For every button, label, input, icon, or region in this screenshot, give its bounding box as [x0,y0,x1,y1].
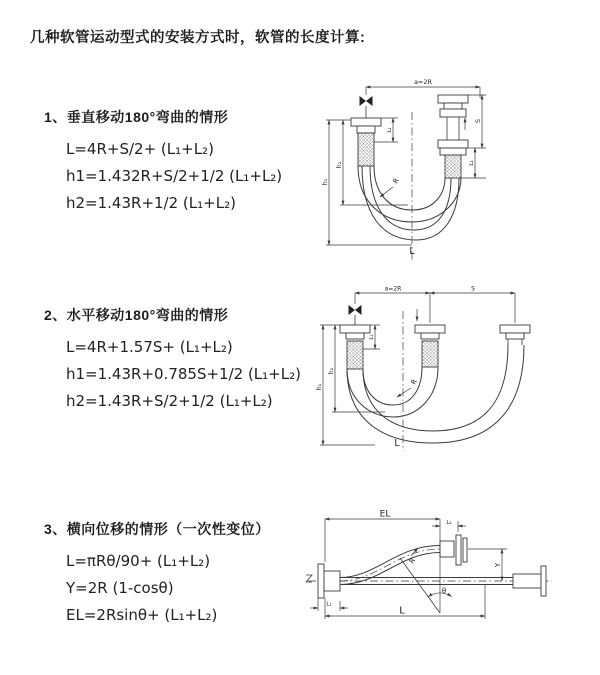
page-title: 几种软管运动型式的安装方式时，软管的长度计算: [30,30,366,46]
dimension-s [468,95,486,148]
radius-callout [380,177,401,197]
formula-length: L=4R+S/2+ (L₁+L₂) [66,140,214,158]
diagram-vertical-180-bend [318,70,588,270]
label-l: L [399,605,405,617]
label-l2: L₂ [446,520,452,526]
formula-y: Y=2R (1-cosθ) [66,579,174,597]
radius-callout [397,378,419,397]
formula-h1: h1=1.432R+S/2+1/2 (L₁+L₂) [66,167,283,185]
bend-angle-construction [400,558,452,613]
section-1-heading: 1、垂直移动180°弯曲的情形 [44,109,229,125]
dimension-el [325,510,440,614]
raised-flange [440,535,467,565]
label-y: Y [494,562,502,568]
section-lateral-displacement [44,519,270,629]
dimension-l1 [310,598,348,611]
label-theta: θ [441,587,447,595]
label-a2r: a=2R [413,78,433,86]
label-el: EL [379,509,391,520]
right-pipe-fitting [500,325,530,345]
formula-length: L=πRθ/90+ (L₁+L₂) [66,552,211,570]
valve-icon [349,305,362,325]
diagram-horizontal-180-bend [315,283,590,458]
section-horizontal-movement [44,305,301,415]
label-h2: h₂ [336,161,343,169]
label-r: R [409,377,419,387]
label-h1: h₁ [322,178,329,186]
dimension-a2r [355,286,430,324]
formula-h1: h1=1.43R+0.785S+1/2 (L₁+L₂) [66,365,301,383]
formula-h2: h2=1.43R+S/2+1/2 (L₁+L₂) [66,392,273,410]
section-3-heading: 3、横向位移的情形（一次性变位） [44,521,270,537]
displaced-hose-s-curve [340,546,440,585]
valve-icon [360,96,373,118]
label-l2: L₂ [469,160,475,166]
label-s: S [474,118,482,124]
dimension-y [468,549,507,581]
dimension-l2 [432,520,466,532]
left-pipe-fitting [340,325,370,369]
dimension-l-total [325,585,485,619]
right-flange [513,566,546,596]
section-3-formulas [44,548,270,629]
section-2-formulas [44,334,301,415]
formula-length: L=4R+1.57S+ (L₁+L₂) [66,338,233,356]
label-a2r: a=2R [384,285,402,293]
diagram-lateral-displacement [300,505,595,630]
label-l1: L₁ [387,127,393,133]
label-l-total: L [394,438,400,449]
label-l1: L₁ [326,601,332,608]
formula-el: EL=2Rsinθ+ (L₁+L₂) [66,606,218,624]
dimension-s [430,286,515,324]
section-1-formulas [44,136,282,217]
label-h1: h₁ [316,383,323,391]
label-r: R [407,556,418,566]
section-vertical-movement [44,107,282,217]
dimension-h1 [316,325,375,445]
section-2-heading: 2、水平移动180°弯曲的情形 [44,307,229,323]
label-r: R [391,176,401,186]
right-pipe-fitting [438,95,468,178]
label-l-total: L [409,246,415,257]
label-l1: L₁ [369,334,375,340]
label-s: S [471,285,475,293]
label-h2: h₂ [328,367,335,375]
left-flange [318,564,340,598]
formula-h2: h2=1.43R+1/2 (L₁+L₂) [66,194,236,212]
